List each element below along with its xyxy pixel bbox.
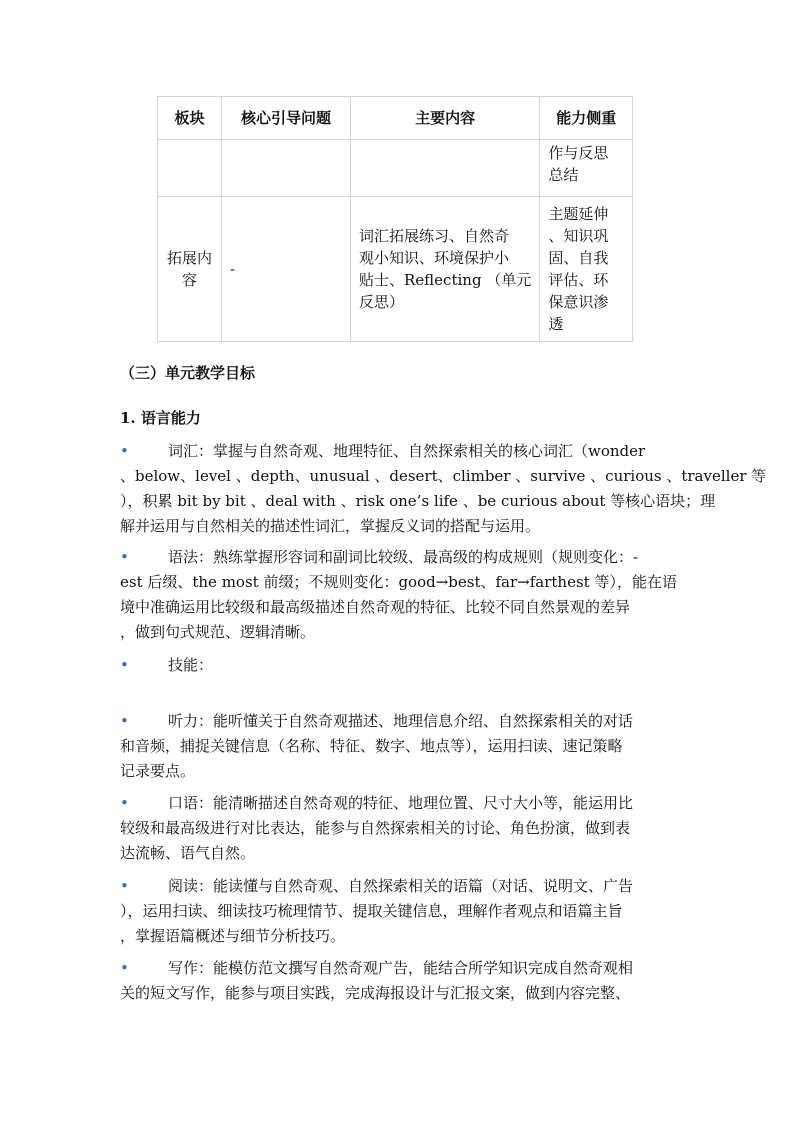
para-text: 口语：能清晰描述自然奇观的特征、地理位置、尺寸大小等，能运用比 — [168, 794, 634, 812]
section-heading: （三）单元教学目标 — [120, 364, 256, 382]
table-row-extension — [158, 197, 633, 342]
para-text: 语法：熟练掌握形容词和副词比较级、最高级的构成规则（规则变化：- — [168, 548, 639, 566]
para-line: 较级和最高级进行对比表达，能参与自然探索相关的讨论、角色扮演，做到表 — [120, 819, 631, 837]
bullet-marker: • — [120, 712, 129, 730]
para-text: 听力：能听懂关于自然奇观描述、地理信息介绍、自然探索相关的对话 — [168, 712, 634, 730]
sub-heading-language-ability: 1. 语言能力 — [120, 409, 201, 427]
header-cell-section: 板块 — [158, 97, 222, 140]
cell-line: 总结 — [548, 166, 579, 184]
unit-structure-table — [157, 96, 633, 342]
objective-item-skills — [120, 653, 675, 678]
cell-line: 作与反思 — [548, 144, 609, 162]
objective-item-vocabulary — [120, 439, 767, 539]
objective-item-reading — [120, 874, 675, 949]
para-text: 写作：能模仿范文撰写自然奇观广告，能结合所学知识完成自然奇观相 — [168, 959, 634, 977]
table-cell-guiding-question: - — [222, 197, 351, 342]
cell-line: 拓展内 — [166, 249, 212, 267]
para-text: 技能： — [168, 656, 214, 674]
cell-line: 、知识巩 — [548, 227, 609, 245]
table-row-continued — [158, 140, 633, 197]
header-cell-ability-focus: 能力侧重 — [540, 97, 633, 140]
para-line: 达流畅、语气自然。 — [120, 844, 256, 862]
cell-line: 观小知识、环境保护小 — [359, 249, 510, 267]
header-cell-main-content: 主要内容 — [351, 97, 540, 140]
para-line: ），积累 bit by bit 、deal with 、risk one’s life 、be curious about 等核心语块；理 — [120, 492, 716, 510]
para-line — [120, 653, 675, 678]
cell-line: 透 — [548, 315, 564, 333]
para-line: 、below、level 、depth、unusual 、desert、climber 、survive 、curious 、traveller 等 — [120, 467, 767, 485]
table-cell-section — [158, 197, 222, 342]
para-line: 记录要点。 — [120, 762, 196, 780]
table-cell — [158, 140, 222, 197]
objective-item-grammar — [120, 545, 675, 645]
cell-line: 贴士、Reflecting （单元 — [359, 271, 532, 289]
bullet-marker: • — [120, 548, 129, 566]
bullet-marker: • — [120, 877, 129, 895]
para-line — [120, 791, 675, 816]
bullet-marker: • — [120, 442, 129, 460]
cell-line: 固、自我 — [548, 249, 609, 267]
para-text: 词汇：掌握与自然奇观、地理特征、自然探索相关的核心词汇（wonder — [168, 442, 646, 460]
table-cell — [222, 140, 351, 197]
para-line: 和音频，捕捉关键信息（名称、特征、数字、地点等），运用扫读、速记策略 — [120, 737, 623, 755]
para-line: ，掌握语篇概述与细节分析技巧。 — [120, 927, 346, 945]
header-cell-guiding-question: 核心引导问题 — [222, 97, 351, 140]
objective-item-writing — [120, 956, 675, 1006]
table-cell — [351, 140, 540, 197]
cell-line: 容 — [181, 271, 197, 289]
table-cell-ability — [540, 197, 633, 342]
para-line — [120, 874, 675, 899]
objective-item-listening — [120, 709, 675, 784]
cell-line: 评估、环 — [548, 271, 609, 289]
para-line — [120, 439, 675, 464]
table-cell-ability — [540, 140, 633, 197]
para-line: ，做到句式规范、逻辑清晰。 — [120, 623, 316, 641]
cell-line: 反思） — [359, 293, 405, 311]
table-header-row — [158, 97, 633, 140]
para-line — [120, 545, 675, 570]
para-text: 阅读：能读懂与自然奇观、自然探索相关的语篇（对话、说明文、广告 — [168, 877, 634, 895]
cell-line: 主题延伸 — [548, 205, 609, 223]
objective-item-speaking — [120, 791, 675, 866]
table-cell-main-content — [351, 197, 540, 342]
bullet-marker: • — [120, 959, 129, 977]
cell-line: 词汇拓展练习、自然奇 — [359, 227, 510, 245]
cell-line: 保意识渗 — [548, 293, 609, 311]
para-line — [120, 956, 675, 981]
bullet-marker: • — [120, 656, 129, 674]
para-line — [120, 709, 675, 734]
para-line: 解并运用与自然相关的描述性词汇，掌握反义词的搭配与运用。 — [120, 517, 541, 535]
bullet-marker: • — [120, 794, 129, 812]
para-line: 关的短文写作，能参与项目实践，完成海报设计与汇报文案，做到内容完整、 — [120, 984, 631, 1002]
para-line: est 后缀、the most 前缀；不规则变化：good→best、far→farthest 等），能在语 — [120, 573, 677, 591]
para-line: 境中准确运用比较级和最高级描述自然奇观的特征、比较不同自然景观的差异 — [120, 598, 631, 616]
para-line: ），运用扫读、细读技巧梳理情节、提取关键信息，理解作者观点和语篇主旨 — [120, 902, 623, 920]
